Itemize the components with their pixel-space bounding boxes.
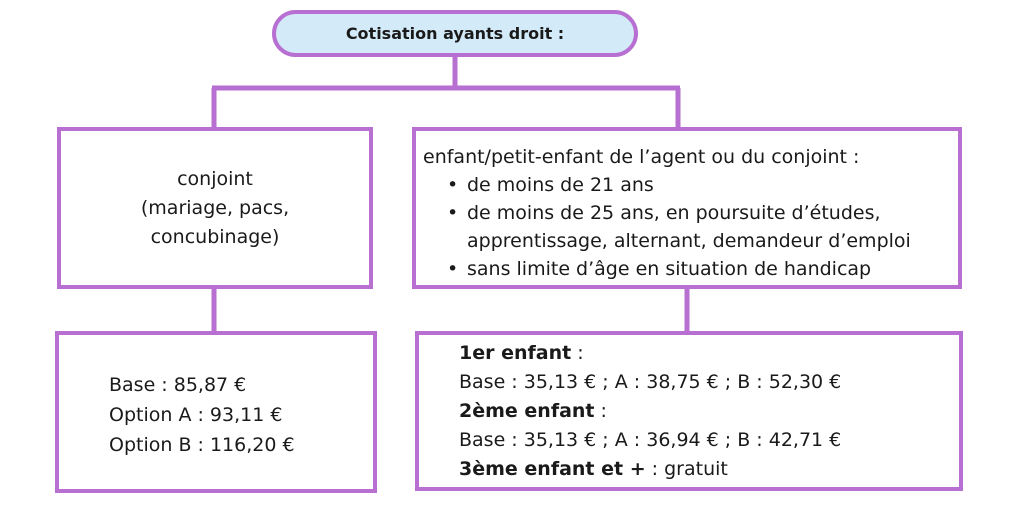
spouse-rate-option-a: Option A : 93,11 €	[109, 404, 283, 426]
spouse-box	[57, 127, 373, 289]
third-child-value: gratuit	[664, 458, 728, 480]
spouse-rate-option-b: Option B : 116,20 €	[109, 434, 295, 456]
second-child-rates: Base : 35,13 € ; A : 36,94 € ; B : 42,71 €	[459, 429, 842, 451]
child-criterion	[423, 255, 958, 283]
child-rates-box	[415, 331, 963, 491]
second-child-label: 2ème enfant	[459, 400, 595, 422]
spouse-rate-base: Base : 85,87 €	[109, 374, 247, 396]
child-criterion-text: sans limite d’âge en situation de handicap	[467, 258, 872, 280]
first-child-rates: Base : 35,13 € ; A : 38,75 € ; B : 52,30 €	[459, 371, 842, 393]
third-child-label: 3ème enfant et +	[459, 458, 646, 480]
spouse-line: concubinage)	[150, 225, 280, 248]
title-text: Cotisation ayants droit :	[345, 24, 565, 43]
first-child-label: 1er enfant	[459, 342, 572, 364]
child-criterion-text	[467, 199, 911, 255]
child-criterion-line: apprentissage, alternant, demandeur d’emploi	[467, 230, 911, 252]
child-criteria-list	[423, 171, 958, 283]
bullet-icon: •	[447, 174, 459, 196]
child-criterion-line: de moins de 25 ans, en poursuite d’études,	[467, 202, 881, 224]
title-box	[272, 10, 638, 57]
spouse-line: conjoint	[177, 167, 253, 190]
child-criterion	[423, 171, 958, 199]
child-criterion-text: de moins de 21 ans	[467, 174, 654, 196]
third-child-row: 3ème enfant et + : gratuit	[459, 458, 728, 480]
bullet-icon: •	[447, 202, 459, 224]
bullet-icon: •	[447, 258, 459, 280]
child-box	[412, 127, 962, 289]
child-criterion	[423, 199, 958, 255]
spouse-line: (mariage, pacs,	[140, 196, 290, 219]
first-child-heading: 1er enfant :	[459, 342, 584, 364]
second-child-heading: 2ème enfant :	[459, 400, 607, 422]
spouse-rates-box	[55, 331, 377, 493]
child-intro: enfant/petit-enfant de l’agent ou du conjoint :	[423, 146, 860, 168]
